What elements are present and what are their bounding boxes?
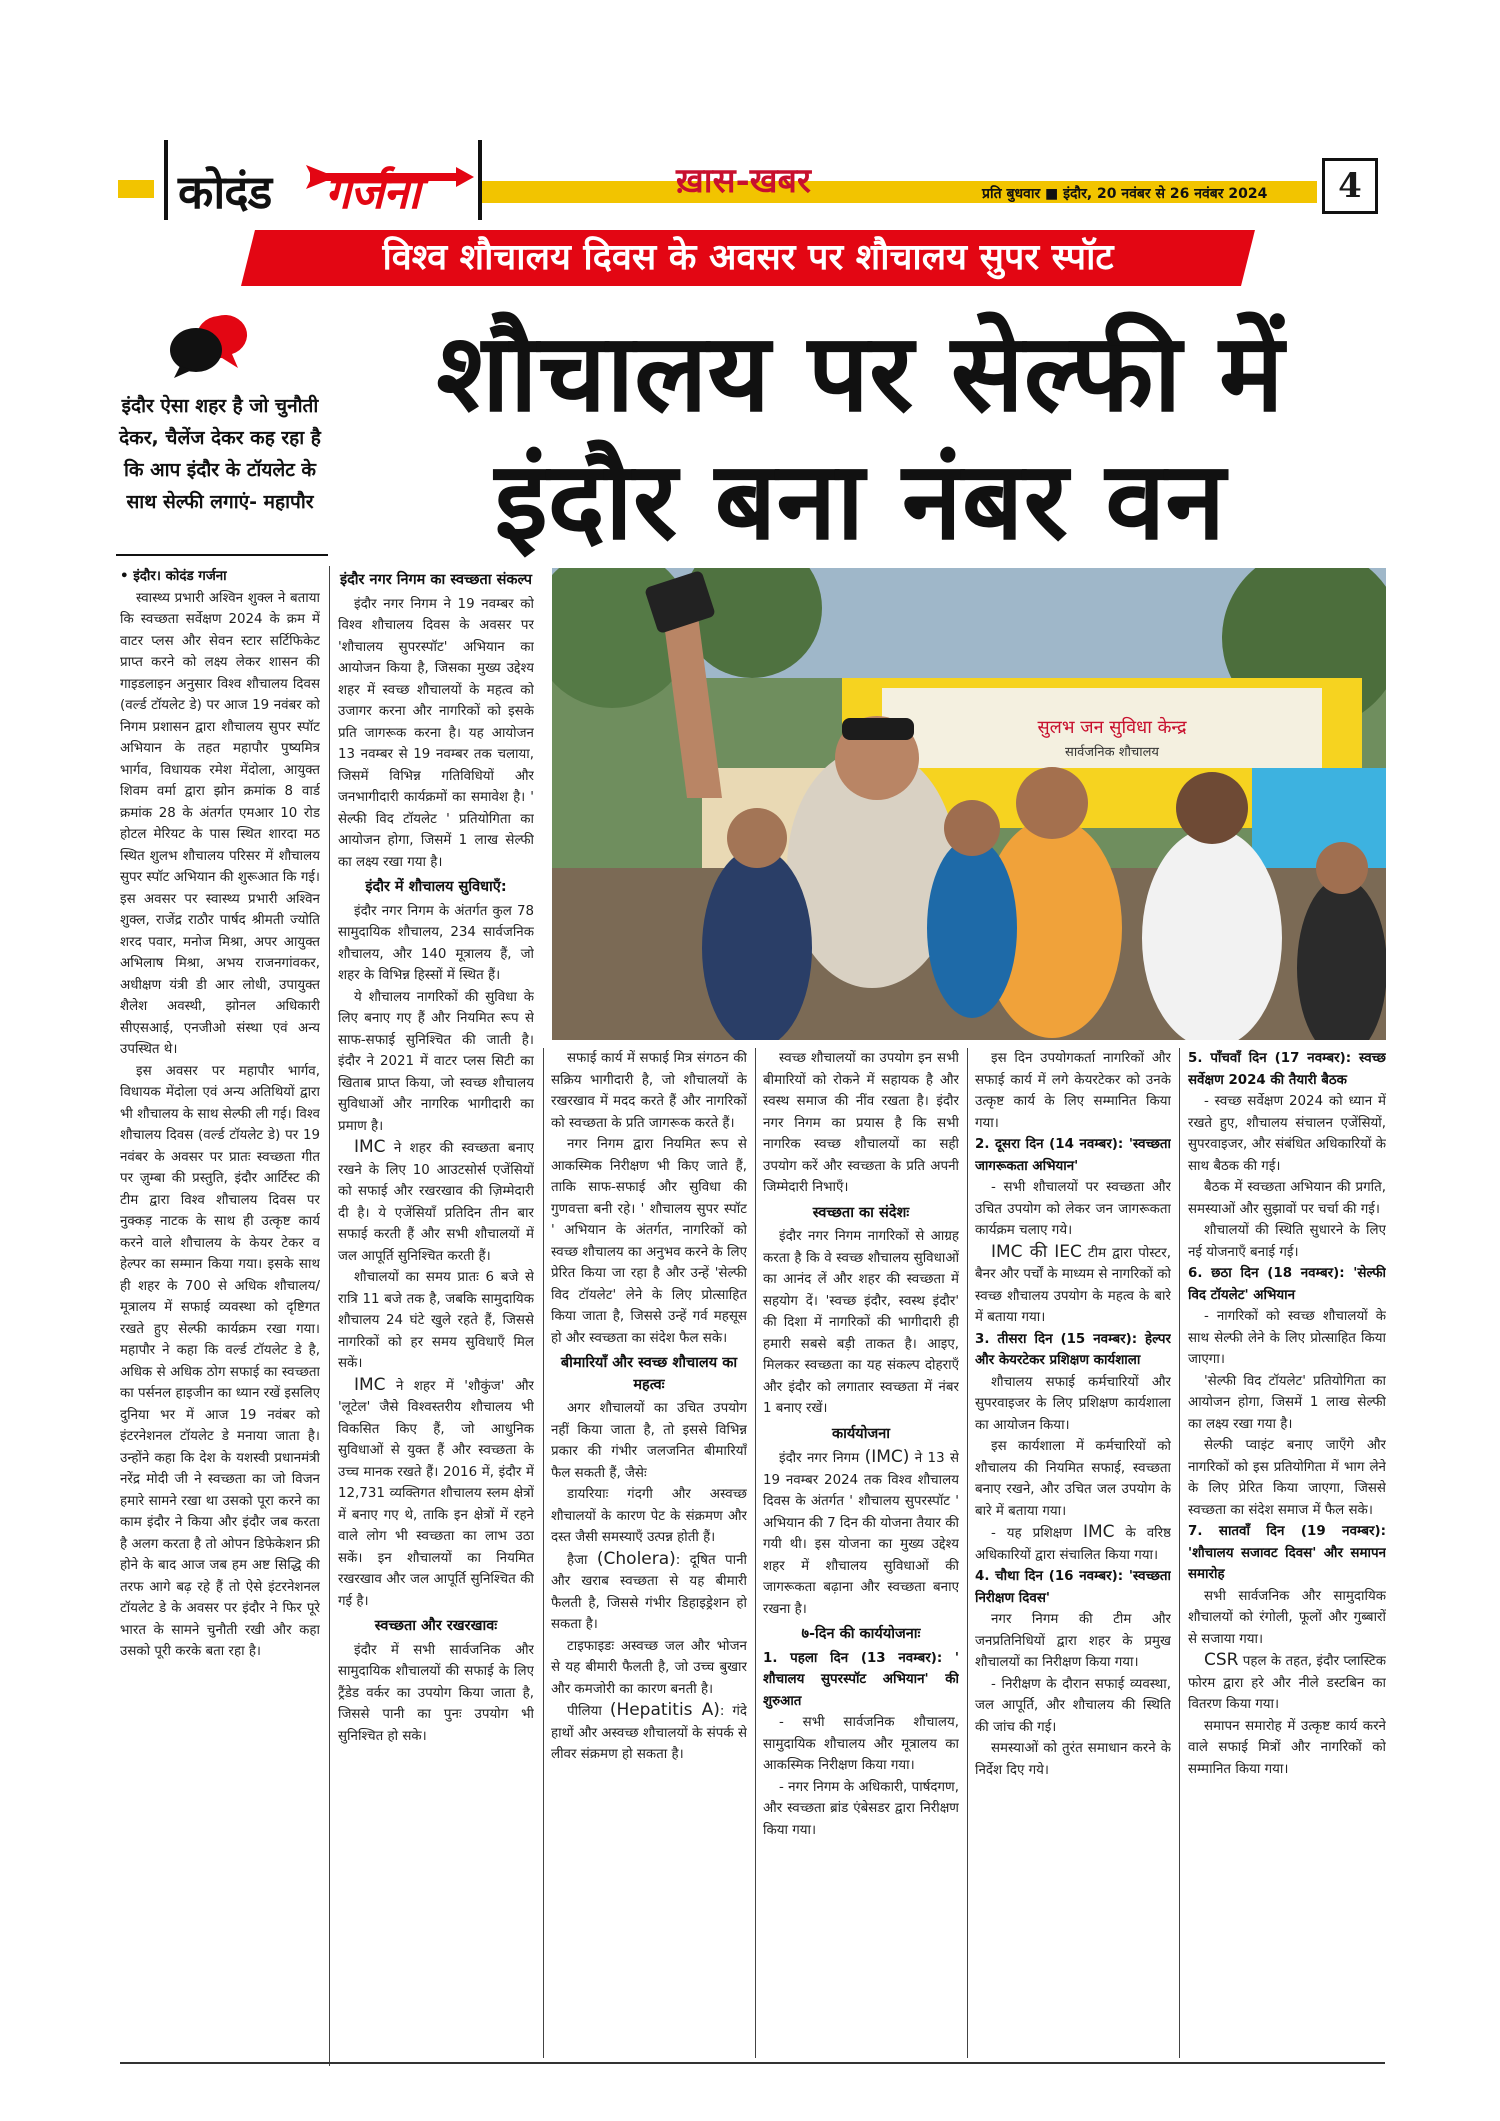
day-6-text: - नागरिकों को स्वच्छ शौचालयों के साथ सेल्फी लेने के लिए प्रोत्साहित किया जाएगा। [1188, 1309, 1386, 1367]
column-3-paragraph-2: नगर निगम द्वारा नियमित रूप से आकस्मिक निरीक्षण भी किए जाते हैं, ताकि साफ-सफाई और सुविधा की गुणवत्ता बनी रहे। ' शौचालय सुपर स्पॉट ' अभियान के अंतर्गत, नागरिकों को स्वच्छ शौचालय का अनुभव करने के लिए प्रेरित किया जा रहा है और उन्हें 'सेल्फी विद टॉयलेट' लेने के लिए प्रोत्साहित किया जाता है, जिससे उन्हें गर्व महसूस हो और स्वच्छता का संदेश फैल सके। [551, 1137, 747, 1346]
column-3-paragraph-6: टाइफाइडः अस्वच्छ जल और भोजन से यह बीमारी फैलती है, जो उच्च बुखार और कमजोरी का कारण बनती है। [551, 1638, 747, 1697]
logo-divider-right [478, 140, 482, 220]
article-column-4 [763, 1048, 959, 2008]
day-4-text-2: - निरीक्षण के दौरान सफाई व्यवस्था, जल आपूर्ति, और शौचालय की स्थिति की जांच की गई। [975, 1676, 1171, 1735]
day-1-text: - सभी सार्वजनिक शौचालय, सामुदायिक शौचालय और मूत्रालय का आकस्मिक निरीक्षण किया गया। [763, 1715, 959, 1773]
column-1-paragraph-1: स्वास्थ्य प्रभारी अश्विन शुक्ल ने बताया कि स्वच्छता सर्वेक्षण 2024 के क्रम में वाटर प्लस और सेवन स्टार सर्टिफिकेट प्राप्त करने को लक्ष्य लेकर शासन की गाइडलाइन अनुसार विश्व शौचालय दिवस (वर्ल्ड टॉयलेट डे) पर आज 19 नवंबर को निगम प्रशासन द्वारा शौचालय सुपर स्पॉट अभियान के तहत महापौर पुष्यमित्र भार्गव, विधायक रमेश मेंदोला, आयुक्त शिवम वर्मा द्वारा झोन क्रमांक 8 वार्ड क्रमांक 28 के अंतर्गत एमआर 10 रोड होटल मेरियट के पास स्थित शारदा मठ स्थित शुलभ शौचालय परिसर में शौचालय सुपर स्पॉट अभियान की शुरूआत कि गई। इस अवसर पर स्वास्थ्य प्रभारी अश्विन शुक्ल, राजेंद्र राठौर पार्षद श्रीमती ज्योति शरद पवार, मनोज मिश्रा, अपर आयुक्त अभिलाष मिश्रा, अभय राजनगांवकर, अधीक्षण यंत्री डी आर लोधी, उपायुक्त शैलेश अवस्थी, झोनल अधिकारी सीएसआई, एनजीओ संस्था एवं अन्य उपस्थित थे। [120, 590, 320, 1057]
day-4-heading: 4. चौथा दिन (16 नवम्बर): 'स्वच्छता निरीक्षण दिवस' [975, 1569, 1171, 1606]
day-4-text: नगर निगम की टीम और जनप्रतिनिधियों द्वारा शहर के प्रमुख शौचालयों का निरीक्षण किया गया। [975, 1612, 1171, 1670]
photo-sign-text: सुलभ जन सुविधा केन्द्र [1037, 717, 1187, 738]
day-2-text-2: IMC की IEC टीम द्वारा पोस्टर, बैनर और पर्चों के माध्यम से नागरिकों को स्वच्छ शौचालय उपयोग के महत्व के बारे में बताया गया। [975, 1241, 1171, 1325]
column-3-paragraph-1: सफाई कार्य में सफाई मित्र संगठन की सक्रिय भागीदारी है, जो शौचालयों के रखरखाव में मदद करते हैं और नागरिकों को स्वच्छता के प्रति जागरूक करते हैं। [551, 1051, 747, 1131]
day-5-text-3: शौचालयों की स्थिति सुधारने के लिए नई योजनाएँ बनाई गई। [1188, 1223, 1386, 1260]
column-1-paragraph-2: इस अवसर पर महापौर भार्गव, विधायक मेंदोला एवं अन्य अतिथियों द्वारा भी शौचालय के साथ सेल्फी ली गई। विश्व शौचालय दिवस (वर्ल्ड टॉयलेट डे) पर 19 नवंबर के अवसर पर प्रातः स्वच्छता गीत पर ज़ुम्बा की प्रस्तुति, इंदौर आर्टिस्ट की टीम द्वारा विश्व शौचालय दिवस पर नुक्कड़ नाटक के साथ ही उत्कृष्ट कार्य करने वाले शौचालय के केयर टेकर व हेल्पर का सम्मान किया गया। इसके साथ ही शहर के 700 से अधिक शौचालय/मूत्रालय में सफाई व्यवस्था को दृष्टिगत रखते हुए सेल्फी कार्यक्रम रखा गया। महापौर ने कहा कि वर्ल्ड टॉयलेट डे है, अधिक से अधिक ठोग सफाई का स्वच्छता का पर्सनल हाइजीन का ध्यान रखें इसलिए दुनिया भर में आज 19 नवंबर को इंटरनेशनल टॉयलेट डे मनाया जाता है। उन्होंने कहा कि देश के यशस्वी प्रधानमंत्री नरेंद्र मोदी जी ने स्वच्छता का जो विजन हमारे सामने रखा था उसको पूरा करने का काम इंदौर ने किया और इंदौर जब करता है अलग करता है तो ओपन डिफेकेशन फ्री होने के बाद आज जब हम अष्ट सिद्धि की तरफ आगे बढ़ रहे हैं तो ऐसे इंटरनेशनल टॉयलेट डे के अवसर पर इंदौर ने फिर पूरे भारत के सामने चुनौती रखी और कहा उसको पूरी करके बता रहा है। [120, 1063, 320, 1659]
column-3-paragraph-3: अगर शौचालयों का उचित उपयोग नहीं किया जाता है, तो इससे विभिन्न प्रकार की गंभीर जलजनित बीमारियाँ फैल सकती हैं, जैसेः [551, 1401, 747, 1481]
column-3-paragraph-5: हैजा (Cholera): दूषित पानी और खराब स्वच्छता से यह बीमारी फैलती है, जिससे गंभीर डिहाइड्रेशन हो सकता है। [551, 1548, 747, 1632]
column-2-paragraph-7: इंदौर में सभी सार्वजनिक और सामुदायिक शौचालयों की सफाई के लिए ट्रैंडेड वर्कर का उपयोग किया जाता है, जिससे पानी का पुनः उपयोग भी सुनिश्चित हो सके। [338, 1642, 534, 1744]
logo-text-garjana: गर्जना [325, 165, 420, 219]
column-2-paragraph-5: शौचालयों का समय प्रातः 6 बजे से रात्रि 11 बजे तक है, जबकि सामुदायिक शौचालय 24 घंटे खुले रहते हैं, जिससे नागरिकों को हर समय सुविधाएँ मिल सकें। [338, 1270, 534, 1371]
day-6-text-3: सेल्फी प्वाइंट बनाए जाएँगे और नागरिकों को इस प्रतियोगिता में भाग लेने के लिए प्रेरित किया जाएगा, जिससे स्वच्छता का संदेश समाज में फैल सके। [1188, 1438, 1386, 1518]
article-dateline: • इंदौर। कोदंड गर्जना [120, 569, 227, 584]
day-6-heading: 6. छठा दिन (18 नवम्बर): 'सेल्फी विद टॉयलेट' अभियान [1188, 1266, 1386, 1303]
pull-quote-rule [116, 554, 328, 556]
day-1-text-2: - नगर निगम के अधिकारी, पार्षदगण, और स्वच्छता ब्रांड एंबेसडर द्वारा निरीक्षण किया गया। [763, 1779, 959, 1838]
article-column-6 [1188, 1048, 1386, 2008]
banner-title: विश्व शौचालय दिवस के अवसर पर शौचालय सुपर स्पॉट [382, 237, 1114, 278]
pull-quote: इंदौर ऐसा शहर है जो चुनौती देकर, चैलेंज देकर कह रहा है कि आप इंदौर के टॉयलेट के साथ सेल्फी लगाएं- महापौर [119, 395, 321, 513]
speech-bubbles-icon [166, 310, 262, 380]
column-2-paragraph-1: इंदौर नगर निगम ने 19 नवम्बर को विश्व शौचालय दिवस के अवसर पर 'शौचालय सुपरस्पॉट' अभियान का आयोजन किया है, जिसका मुख्य उद्देश्य शहर में स्वच्छ शौचालयों के महत्व को उजागर करना और नागरिकों को इसके प्रति जागरूक करना है। यह आयोजन 13 नवम्बर से 19 नवम्बर तक चलाया, जिसमें विभिन्न गतिविधियों और जनभागीदारी कार्यक्रमों का समावेश है। ' सेल्फी विद टॉयलेट ' प्रतियोगिता का आयोजन होगा, जिसमें 1 लाख सेल्फी का लक्ष्य रखा गया है। [338, 596, 534, 870]
section-label: ख़ास-खबर [676, 161, 811, 201]
day-3-heading: 3. तीसरा दिन (15 नवम्बर): हेल्पर और केयरटेकर प्रशिक्षण कार्यशाला [975, 1331, 1171, 1368]
column-2-paragraph-2: इंदौर नगर निगम के अंतर्गत कुल 78 सामुदायिक शौचालय, 234 सार्वजनिक शौचालय, और 140 मूत्रालय हैं, जो शहर के विभिन्न हिस्सों में स्थित हैं। [338, 903, 534, 983]
photo-sign-subtext: सार्वजनिक शौचालय [1065, 745, 1159, 760]
subheading-seven-day-plan: ७-दिन की कार्ययोजनाः [801, 1626, 921, 1642]
column-divider [329, 566, 330, 2066]
column-2-paragraph-4: IMC ने शहर की स्वच्छता बनाए रखने के लिए 10 आउटसोर्स एजेंसियों को सफाई और रखरखाव की ज़िम्मेदारी दी है। ये एजेंसियाँ प्रतिदिन तीन बार सफाई करती हैं और सभी शौचालयों में जल आपूर्ति सुनिश्चित करती हैं। [338, 1137, 534, 1264]
subheading-sankalp: इंदौर नगर निगम का स्वच्छता संकल्प [339, 572, 533, 588]
headline-line-2: इंदौर बना नंबर वन [494, 438, 1226, 564]
column-divider [967, 1048, 968, 2058]
column-divider [755, 1048, 756, 2058]
subheading-maintenance: स्वच्छता और रखरखावः [374, 1618, 498, 1634]
column-3-paragraph-4: डायरियाः गंदगी और अस्वच्छ शौचालयों के कारण पेट के संक्रमण और दस्त जैसी समस्याएँ उत्पन्न होती हैं। [551, 1487, 747, 1545]
day-1-heading: 1. पहला दिन (13 नवम्बर): ' शौचालय सुपरस्पॉट अभियान' की शुरुआत [763, 1650, 959, 1709]
article-column-5 [975, 1048, 1171, 2008]
day-6-text-2: 'सेल्फी विद टॉयलेट' प्रतियोगिता का आयोजन होगा, जिसमें 1 लाख सेल्फी का लक्ष्य रखा गया है। [1188, 1373, 1386, 1432]
subheading-action-plan: कार्ययोजना [831, 1425, 891, 1442]
column-4-paragraph-2: इंदौर नगर निगम नागरिकों से आग्रह करता है कि वे स्वच्छ शौचालय सुविधाओं का आनंद लें और शहर की स्वच्छता में सहयोग दें। 'स्वच्छ इंदौर, स्वस्थ इंदौर' की दिशा में नागरिकों की भागीदारी ही हमारी सबसे बड़ी ताकत है। आइए, मिलकर स्वच्छता का यह संकल्प दोहराएँ और इंदौर को लगातार स्वच्छता में नंबर 1 बनाए रखें। [763, 1229, 959, 1416]
photo-illustration [552, 568, 1386, 1040]
subheading-facilities: इंदौर में शौचालय सुविधाएँ: [365, 879, 507, 895]
article-column-1 [120, 566, 320, 2062]
day-7-heading: 7. सातवाँ दिन (19 नवम्बर): 'शौचालय सजावट दिवस' और समापन समारोह [1188, 1524, 1386, 1582]
day-5-text-2: बैठक में स्वच्छता अभियान की प्रगति, समस्याओं और सुझावों पर चर्चा की गई। [1188, 1180, 1386, 1217]
day-7-text-3: समापन समारोह में उत्कृष्ट कार्य करने वाले सफाई मित्रों और नागरिकों को सम्मानित किया गया। [1188, 1718, 1386, 1777]
headline-line-1: शौचालय पर सेल्फी में [436, 310, 1284, 436]
logo-divider-left [164, 140, 168, 220]
column-divider [1179, 1048, 1180, 2058]
selfie-photo [552, 568, 1386, 1040]
day-2-text: - सभी शौचालयों पर स्वच्छता और उचित उपयोग को लेकर जन जागरूकता कार्यक्रम चलाए गये। [975, 1180, 1171, 1238]
day-3-text-2: इस कार्यशाला में कर्मचारियों को शौचालय की नियमित सफाई, स्वच्छता बनाए रखने, और उचित जल उपयोग के बारे में बताया गया। [975, 1439, 1171, 1519]
column-divider [543, 1048, 544, 2058]
subheading-message: स्वच्छता का संदेशः [812, 1204, 910, 1221]
day-7-text-2: CSR पहल के तहत, इंदौर प्लास्टिक फोरम द्वारा हरे और नीले डस्टबिन का वितरण किया गया। [1188, 1650, 1386, 1712]
page-number: 4 [1322, 158, 1378, 214]
column-2-paragraph-3: ये शौचालय नागरिकों की सुविधा के लिए बनाए गए हैं और नियमित रूप से साफ-सफाई सुनिश्चित की जाती है। इंदौर ने 2021 में वाटर प्लस सिटी का खिताब प्राप्त किया, जो स्वच्छ शौचालय सुविधाओं और नागरिक भागीदारी का प्रमाण है। [338, 989, 534, 1134]
subheading-diseases: बीमारियाँ और स्वच्छ शौचालय का महत्वः [560, 1355, 738, 1393]
column-4-paragraph-1: स्वच्छ शौचालयों का उपयोग इन सभी बीमारियों को रोकने में सहायक है और स्वस्थ समाज की नींव रखता है। इंदौर नगर निगम का प्रयास है कि सभी नागरिक स्वच्छ शौचालयों का सही उपयोग करें और स्वच्छता के प्रति अपनी जिम्मेदारी निभाएँ। [763, 1051, 959, 1195]
page-bottom-rule [120, 2062, 1385, 2064]
day-3-text-3: - यह प्रशिक्षण IMC के वरिष्ठ अधिकारियों द्वारा संचालित किया गया। [975, 1522, 1171, 1563]
day-3-text: शौचालय सफाई कर्मचारियों और सुपरवाइजर के लिए प्रशिक्षण कार्यशाला का आयोजन किया। [975, 1374, 1171, 1433]
logo-text-kodand: कोदंड [178, 165, 272, 219]
column-2-paragraph-6: IMC ने शहर में 'शौकुंज' और 'लूटेल' जैसे विश्वस्तरीय शौचालय भी विकसित किए हैं, जो आधुनिक सुविधाओं से युक्त हैं और स्वच्छता के उच्च मानक रखते हैं। 2016 में, इंदौर में 12,731 व्यक्तिगत शौचालय स्लम क्षेत्रों में बनाए गए थे, ताकि इन क्षेत्रों में रहने वाले लोग भी स्वच्छता का लाभ उठा सकें। इन शौचालयों का नियमित रखरखाव और जल आपूर्ति सुनिश्चित की गई है। [338, 1374, 534, 1609]
article-column-3 [551, 1048, 747, 2008]
column-4-paragraph-3: इंदौर नगर निगम (IMC) ने 13 से 19 नवम्बर 2024 तक विश्व शौचालय दिवस के अंतर्गत ' शौचालय सुपरस्पॉट ' अभियान की 7 दिन की योजना तैयार की गयी थी। इस योजना का मुख्य उद्देश्य शहर में शौचालय सुविधाओं की जागरूकता बढ़ाना और स्वच्छता बनाए रखना है। [763, 1447, 959, 1617]
dateline: प्रति बुधवार ■ इंदौर, 20 नवंबर से 26 नवंबर 2024 [982, 186, 1268, 202]
day-7-text: सभी सार्वजनिक और सामुदायिक शौचालयों को रंगोली, फूलों और गुब्बारों से सजाया गया। [1188, 1588, 1386, 1647]
article-column-2 [338, 566, 534, 2062]
day-5-text: - स्वच्छ सर्वेक्षण 2024 को ध्यान में रखते हुए, शौचालय संचालन एजेंसियों, सुपरवाइजर, और संबंधित अधिकारियों के साथ बैठक की गई। [1188, 1094, 1386, 1174]
day-5-heading: 5. पाँचवाँ दिन (17 नवम्बर): स्वच्छ सर्वेक्षण 2024 की तैयारी बैठक [1188, 1051, 1386, 1088]
day-4-text-3: समस्याओं को तुरंत समाधान करने के निर्देश दिए गये। [975, 1741, 1171, 1778]
day-2-heading: 2. दूसरा दिन (14 नवम्बर): 'स्वच्छता जागरूकता अभियान' [975, 1137, 1171, 1174]
column-5-paragraph-1: इस दिन उपयोगकर्ता नागरिकों और सफाई कार्य में लगे केयरटेकर को उनके उत्कृष्ट कार्य के लिए सम्मानित किया गया। [975, 1051, 1171, 1131]
masthead-left-bar [118, 180, 154, 198]
column-3-paragraph-7: पीलिया (Hepatitis A): गंदे हाथों और अस्वच्छ शौचालयों के संपर्क से लीवर संक्रमण हो सकता है। [551, 1700, 747, 1762]
